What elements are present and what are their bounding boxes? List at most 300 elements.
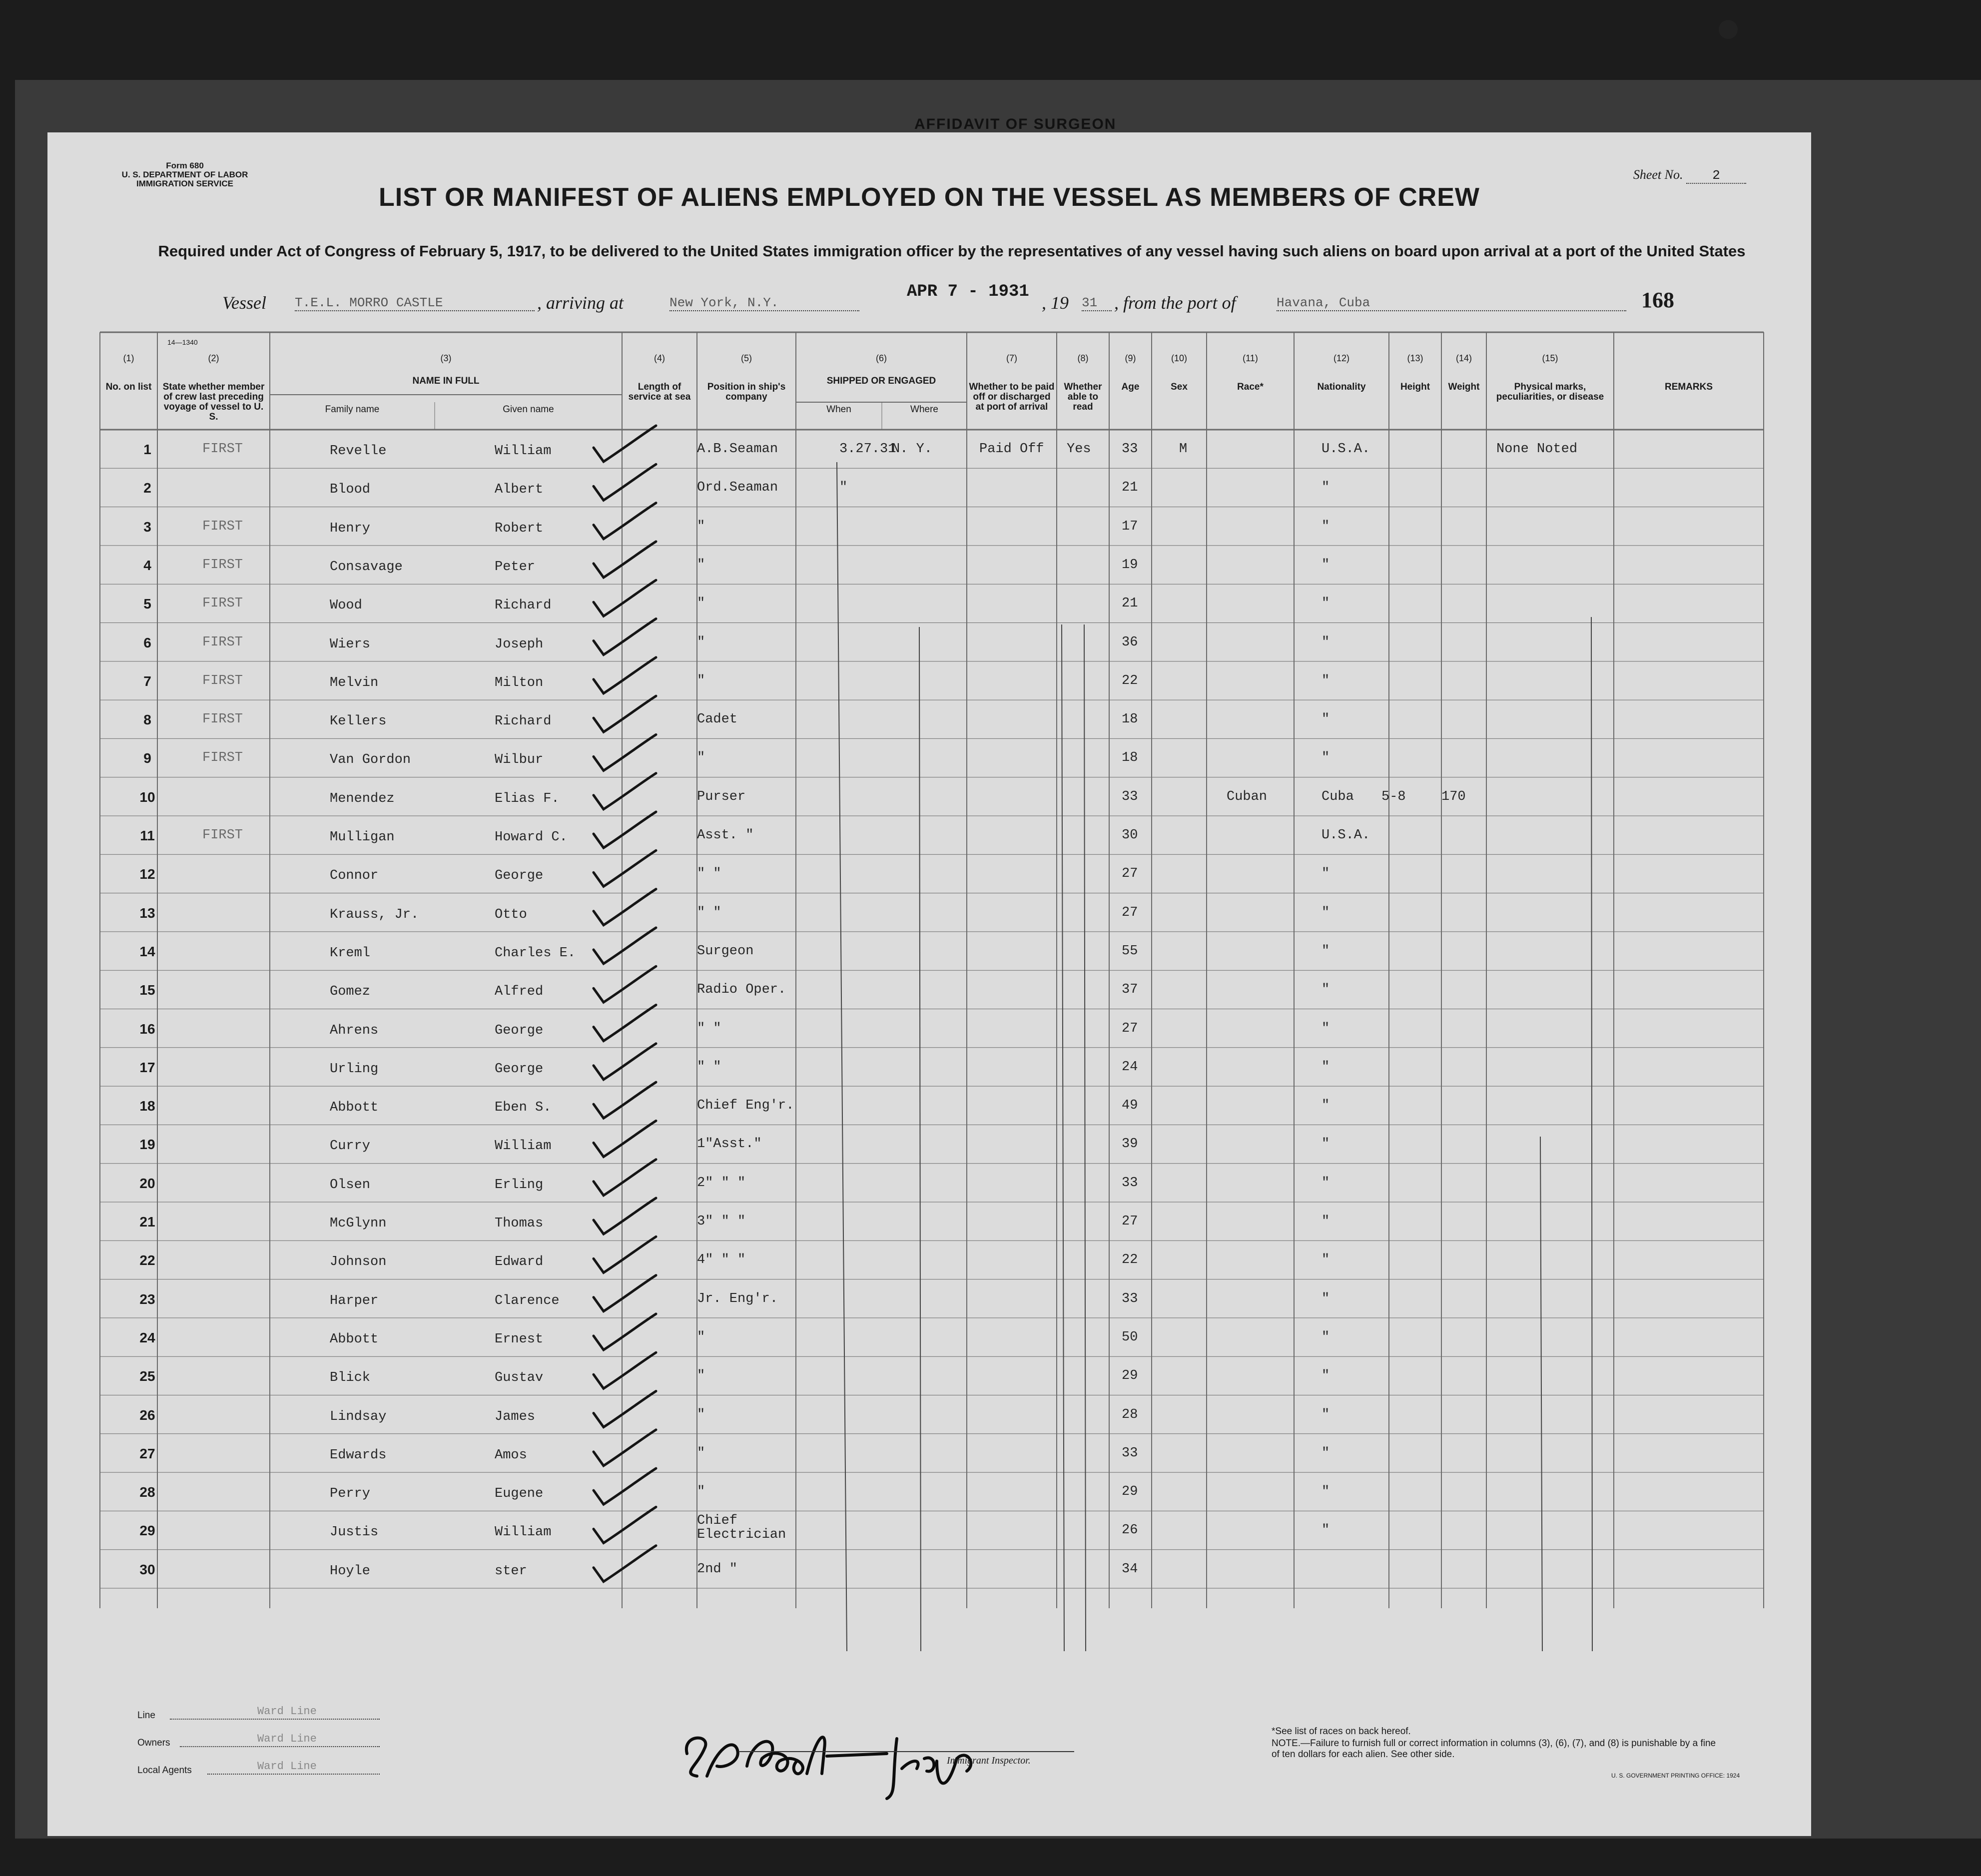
- year-prefix: , 19: [1042, 293, 1069, 313]
- cell-state: FIRST: [202, 519, 243, 534]
- cell-nationality: ": [1321, 1329, 1330, 1345]
- row-number: 13: [139, 905, 155, 921]
- cell-given: Amos: [495, 1447, 527, 1463]
- cell-age: 27: [1122, 866, 1138, 882]
- cell-nationality: ": [1321, 1175, 1330, 1191]
- cell-given: Edward: [495, 1254, 544, 1270]
- row-number: 18: [139, 1098, 155, 1114]
- cell-position: ": [697, 519, 705, 534]
- cell-nationality: ": [1321, 1252, 1330, 1268]
- cell-age: 33: [1122, 1291, 1138, 1306]
- cell-age: 27: [1122, 1214, 1138, 1229]
- row-number: 2: [143, 480, 151, 496]
- cell-nationality: ": [1321, 673, 1330, 688]
- cell-family: Melvin: [330, 675, 379, 690]
- cell-nationality: ": [1321, 1098, 1330, 1114]
- cell-family: Edwards: [330, 1447, 387, 1463]
- check-mark: [594, 657, 656, 693]
- form-number: Form 680: [166, 161, 204, 170]
- cell-nationality: ": [1321, 634, 1330, 650]
- cell-position: Asst. ": [697, 828, 754, 843]
- row-number: 21: [139, 1214, 155, 1230]
- row-number: 22: [139, 1252, 155, 1268]
- penalty-note: NOTE.—Failure to furnish full or correct information in columns (3), (6), (7), and (8) is punishable by a fine of ten dollars for each alien. See other side.: [1272, 1738, 1716, 1760]
- column-number: (2): [208, 353, 219, 363]
- cell-position: 4" " ": [697, 1252, 746, 1268]
- check-mark: [594, 850, 656, 886]
- cell-given: William: [495, 1139, 552, 1154]
- cell-age: 21: [1122, 480, 1138, 496]
- row-number: 6: [143, 634, 151, 650]
- cell-family: Urling: [330, 1061, 379, 1077]
- cell-family: Kreml: [330, 945, 371, 961]
- cell-state: FIRST: [202, 596, 243, 612]
- cell-given: Albert: [495, 482, 544, 498]
- cell-given: Charles E.: [495, 945, 576, 961]
- cell-family: Menendez: [330, 791, 395, 806]
- cell-position: " ": [697, 866, 721, 882]
- cell-age: 30: [1122, 828, 1138, 843]
- cell-nationality: ": [1321, 1137, 1330, 1152]
- cell-position: ": [697, 634, 705, 650]
- row-number: 20: [139, 1175, 155, 1191]
- cell-position: ": [697, 596, 705, 612]
- cell-given: Thomas: [495, 1216, 544, 1231]
- column-number: (1): [123, 353, 134, 363]
- cell-family: Blood: [330, 482, 371, 498]
- cell-position: ": [697, 1329, 705, 1345]
- cell-nationality: ": [1321, 1484, 1330, 1500]
- ditto-line: [837, 462, 847, 1651]
- agents-value: Ward Line: [257, 1760, 317, 1773]
- row-number: 3: [143, 519, 151, 535]
- cell-nationality: ": [1321, 866, 1330, 882]
- cell-position: Purser: [697, 789, 746, 804]
- cell-age: 21: [1122, 596, 1138, 612]
- row-number: 30: [139, 1561, 155, 1577]
- line-label: Line: [137, 1710, 155, 1721]
- cell-family: Lindsay: [330, 1409, 387, 1424]
- cell-position: " ": [697, 905, 721, 920]
- cell-nationality: ": [1321, 596, 1330, 612]
- column-subheader: Family name: [325, 404, 380, 415]
- cell-age: 22: [1122, 673, 1138, 688]
- ditto-line: [919, 627, 921, 1651]
- row-number: 11: [140, 828, 155, 843]
- cell-nationality: ": [1321, 1291, 1330, 1306]
- cell-given: Richard: [495, 598, 552, 614]
- cell-age: 26: [1122, 1523, 1138, 1538]
- row-number: 9: [143, 750, 151, 766]
- behind-form-title: AFFIDAVIT OF SURGEON: [914, 116, 1117, 132]
- column-header: Height: [1400, 382, 1430, 392]
- department-name: U. S. DEPARTMENT OF LABOR: [121, 170, 248, 179]
- cell-nationality: ": [1321, 982, 1330, 998]
- cell-given: George: [495, 868, 544, 884]
- cell-position: 1"Asst.": [697, 1137, 762, 1152]
- cell-position: ": [697, 1368, 705, 1384]
- cell-age: 34: [1122, 1561, 1138, 1577]
- cell-age: 37: [1122, 982, 1138, 998]
- check-mark: [594, 1237, 656, 1272]
- check-mark: [594, 580, 656, 616]
- cell-nationality: U.S.A.: [1321, 828, 1370, 843]
- cell-nationality: ": [1321, 1059, 1330, 1075]
- check-mark: [594, 1391, 656, 1427]
- column-number: (11): [1243, 353, 1258, 363]
- cell-position: Chief Eng'r.: [697, 1098, 794, 1114]
- service-name: IMMIGRATION SERVICE: [136, 179, 233, 188]
- cell-position: Cadet: [697, 712, 738, 727]
- cell-given: Gustav: [495, 1370, 544, 1386]
- printer-mark: U. S. GOVERNMENT PRINTING OFFICE: 1924: [1611, 1772, 1740, 1779]
- cell-given: Joseph: [495, 636, 544, 652]
- row-number: 8: [143, 712, 151, 728]
- cell-family: Harper: [330, 1293, 379, 1308]
- cell-position: Surgeon: [697, 943, 754, 959]
- column-number: (5): [741, 353, 752, 363]
- cell-given: William: [495, 444, 552, 459]
- check-mark: [594, 889, 656, 925]
- cell-family: Abbott: [330, 1100, 379, 1116]
- column-header: Length of service at sea: [628, 382, 691, 402]
- column-header: REMARKS: [1664, 382, 1713, 392]
- column-header: No. on list: [105, 382, 152, 392]
- cell-given: Ernest: [495, 1331, 544, 1347]
- cell-age: 19: [1122, 557, 1138, 573]
- cell-age: 28: [1122, 1407, 1138, 1422]
- column-header: Physical marks, peculiarities, or disease: [1496, 382, 1604, 402]
- cell-position: 2nd ": [697, 1561, 738, 1577]
- cell-given: George: [495, 1061, 544, 1077]
- column-subheader: Given name: [503, 404, 554, 415]
- cell-position: ": [697, 673, 705, 688]
- cell-given: Wilbur: [495, 752, 544, 768]
- column-header: SHIPPED OR ENGAGED: [826, 376, 936, 386]
- cell-position: ": [697, 750, 705, 766]
- column-number: (9): [1125, 353, 1136, 363]
- sheet-label: Sheet No.: [1633, 167, 1683, 182]
- cell-family: Mulligan: [330, 830, 395, 845]
- check-mark: [594, 1198, 656, 1234]
- row-number: 26: [139, 1407, 155, 1423]
- cell-age: 27: [1122, 905, 1138, 920]
- cell-height: 5-8: [1381, 789, 1406, 804]
- cell-nationality: ": [1321, 943, 1330, 959]
- check-mark: [594, 464, 656, 500]
- cell-family: Blick: [330, 1370, 371, 1386]
- row-number: 16: [139, 1021, 155, 1037]
- cell-age: 33: [1122, 1175, 1138, 1191]
- cell-given: Howard C.: [495, 830, 568, 845]
- cell-position: ": [697, 1445, 705, 1461]
- cell-state: FIRST: [202, 442, 243, 457]
- cell-nationality: ": [1321, 1523, 1330, 1538]
- cell-age: 39: [1122, 1137, 1138, 1152]
- cell-nationality: ": [1321, 1445, 1330, 1461]
- cell-nationality: Cuba: [1321, 789, 1354, 804]
- cell-given: Eugene: [495, 1486, 544, 1502]
- check-mark: [594, 773, 656, 809]
- cell-state: FIRST: [202, 673, 243, 688]
- column-number: (6): [876, 353, 887, 363]
- cell-family: Olsen: [330, 1177, 371, 1193]
- cell-given: Alfred: [495, 984, 544, 1000]
- year-value: 31: [1082, 295, 1112, 311]
- cell-position: Jr. Eng'r.: [697, 1291, 778, 1306]
- cell-nationality: U.S.A.: [1321, 442, 1370, 457]
- column-header: NAME IN FULL: [412, 376, 480, 386]
- inspector-label: Immigrant Inspector.: [947, 1755, 1031, 1766]
- cell-age: 36: [1122, 634, 1138, 650]
- check-mark: [594, 812, 656, 848]
- cell-age: 24: [1122, 1059, 1138, 1075]
- cell-family: McGlynn: [330, 1216, 387, 1231]
- column-header: Whether able to read: [1064, 382, 1102, 412]
- check-mark: [594, 1507, 656, 1543]
- cell-age: 29: [1122, 1484, 1138, 1500]
- cell-state: FIRST: [202, 634, 243, 650]
- row-number: 29: [139, 1523, 155, 1539]
- check-mark: [594, 542, 656, 578]
- punch-hole: [1719, 20, 1738, 39]
- row-number: 19: [139, 1137, 155, 1153]
- check-mark: [594, 696, 656, 732]
- cell-nationality: ": [1321, 480, 1330, 496]
- cell-age: 18: [1122, 750, 1138, 766]
- cell-state: FIRST: [202, 712, 243, 727]
- cell-where: N. Y.: [892, 442, 933, 457]
- cell-family: Van Gordon: [330, 752, 411, 768]
- row-number: 12: [139, 866, 155, 882]
- column-number: (8): [1077, 353, 1089, 363]
- cell-when: 3.27.31: [839, 442, 896, 457]
- cell-given: Otto: [495, 907, 527, 922]
- check-mark: [594, 1005, 656, 1041]
- cell-given: Clarence: [495, 1293, 560, 1308]
- check-mark: [594, 1044, 656, 1080]
- manifest-form: [47, 132, 1811, 1836]
- cell-age: 17: [1122, 519, 1138, 534]
- row-number: 5: [143, 596, 151, 612]
- ditto-line: [1540, 1137, 1542, 1651]
- cell-position: ": [697, 1407, 705, 1422]
- check-mark: [594, 426, 656, 462]
- check-mark: [594, 1314, 656, 1350]
- cell-given: Eben S.: [495, 1100, 552, 1116]
- cell-given: Robert: [495, 521, 544, 536]
- row-number: 25: [139, 1368, 155, 1384]
- cell-age: 22: [1122, 1252, 1138, 1268]
- ditto-line: [1084, 625, 1086, 1651]
- column-subheader: When: [826, 404, 851, 415]
- cell-position: " ": [697, 1059, 721, 1075]
- cell-family: Abbott: [330, 1331, 379, 1347]
- check-mark: [594, 928, 656, 964]
- row-number: 4: [143, 557, 151, 573]
- sheet-value: 2: [1686, 168, 1746, 184]
- cell-family: Consavage: [330, 559, 403, 575]
- cell-position: ": [697, 1484, 705, 1500]
- cell-nationality: ": [1321, 1407, 1330, 1422]
- cell-position: 2" " ": [697, 1175, 746, 1191]
- row-number: 28: [139, 1484, 155, 1500]
- cell-age: 50: [1122, 1329, 1138, 1345]
- cell-family: Wood: [330, 598, 362, 614]
- cell-family: Revelle: [330, 444, 387, 459]
- cell-nationality: ": [1321, 1368, 1330, 1384]
- owners-value: Ward Line: [257, 1733, 317, 1745]
- column-header: State whether member of crew last preceding voyage of vessel to U. S.: [162, 382, 265, 422]
- cell-state: FIRST: [202, 828, 243, 843]
- cell-family: Krauss, Jr.: [330, 907, 419, 922]
- arriving-value: New York, N.Y.: [669, 295, 859, 311]
- cell-nationality: ": [1321, 1214, 1330, 1229]
- ditto-line: [1591, 617, 1592, 1651]
- column-header: Nationality: [1317, 382, 1366, 392]
- cell-state: FIRST: [202, 750, 243, 766]
- cell-nationality: ": [1321, 519, 1330, 534]
- check-mark: [594, 1352, 656, 1388]
- cell-given: Milton: [495, 675, 544, 690]
- cell-age: 29: [1122, 1368, 1138, 1384]
- column-number: (7): [1006, 353, 1017, 363]
- cell-given: Erling: [495, 1177, 544, 1193]
- column-header: Sex: [1171, 382, 1188, 392]
- check-mark: [594, 1546, 656, 1582]
- column-number: (12): [1333, 353, 1349, 363]
- cell-nationality: ": [1321, 1021, 1330, 1036]
- row-number: 7: [143, 673, 151, 689]
- row-number: 1: [143, 442, 151, 457]
- cell-age: 27: [1122, 1021, 1138, 1036]
- row-number: 24: [139, 1329, 155, 1345]
- owners-label: Owners: [137, 1738, 170, 1748]
- cell-position: ": [697, 557, 705, 573]
- cell-age: 33: [1122, 789, 1138, 804]
- cell-position: 3" " ": [697, 1214, 746, 1229]
- column-number: (15): [1542, 353, 1558, 363]
- page-subtitle: Required under Act of Congress of February 5, 1917, to be delivered to the United States immigration officer by the representatives of any vessel having such aliens on board upon arrival at a port of the United States: [158, 242, 1746, 260]
- cell-race: Cuban: [1227, 789, 1268, 804]
- races-note: *See list of races on back hereof.: [1272, 1726, 1411, 1737]
- handwritten-number: 168: [1641, 288, 1674, 312]
- cell-family: Wiers: [330, 636, 371, 652]
- cell-family: Ahrens: [330, 1023, 379, 1038]
- ditto-line: [1062, 625, 1064, 1651]
- column-header: Weight: [1448, 382, 1480, 392]
- cell-position: Chief Electrician: [697, 1513, 786, 1543]
- column-number: (14): [1455, 353, 1472, 363]
- column-number: (4): [654, 353, 665, 363]
- cell-age: 49: [1122, 1098, 1138, 1114]
- cell-age: 33: [1122, 1445, 1138, 1461]
- cell-nationality: ": [1321, 557, 1330, 573]
- check-mark: [594, 1275, 656, 1311]
- row-number: 10: [139, 789, 155, 805]
- cell-given: ster: [495, 1563, 527, 1579]
- cell-given: William: [495, 1525, 552, 1540]
- cell-family: Curry: [330, 1139, 371, 1154]
- cell-family: Connor: [330, 868, 379, 884]
- cell-when: ": [839, 480, 848, 496]
- column-number: (10): [1171, 353, 1187, 363]
- check-mark: [594, 1082, 656, 1118]
- from-port-value: Havana, Cuba: [1277, 295, 1626, 311]
- column-header: Race*: [1237, 382, 1264, 392]
- from-label: , from the port of: [1114, 293, 1236, 313]
- cell-family: Perry: [330, 1486, 371, 1502]
- check-mark: [594, 1468, 656, 1504]
- cell-given: James: [495, 1409, 536, 1424]
- cell-nationality: ": [1321, 905, 1330, 920]
- cell-family: Justis: [330, 1525, 379, 1540]
- date-stamp: APR 7 - 1931: [907, 282, 1029, 301]
- page-title: LIST OR MANIFEST OF ALIENS EMPLOYED ON THE VESSEL AS MEMBERS OF CREW: [379, 183, 1480, 212]
- cell-age: 33: [1122, 442, 1138, 457]
- cell-family: Johnson: [330, 1254, 387, 1270]
- print-code: 14—1340: [167, 338, 198, 346]
- vessel-value: T.E.L. MORRO CASTLE: [295, 295, 535, 311]
- column-subheader: Where: [910, 404, 938, 415]
- cell-position: " ": [697, 1021, 721, 1036]
- cell-age: 55: [1122, 943, 1138, 959]
- row-number: 23: [139, 1291, 155, 1307]
- cell-given: Richard: [495, 714, 552, 729]
- row-number: 17: [139, 1059, 155, 1075]
- cell-family: Henry: [330, 521, 371, 536]
- agents-label: Local Agents: [137, 1765, 192, 1776]
- column-number: (13): [1407, 353, 1423, 363]
- check-mark: [594, 503, 656, 539]
- cell-given: Peter: [495, 559, 536, 575]
- check-mark: [594, 1160, 656, 1196]
- row-number: 15: [139, 982, 155, 998]
- cell-family: Gomez: [330, 984, 371, 1000]
- cell-position: A.B.Seaman: [697, 442, 778, 457]
- cell-age: 18: [1122, 712, 1138, 727]
- cell-family: Hoyle: [330, 1563, 371, 1579]
- cell-marks: None Noted: [1496, 442, 1578, 457]
- row-number: 27: [139, 1445, 155, 1461]
- cell-nationality: ": [1321, 750, 1330, 766]
- check-mark: [594, 619, 656, 655]
- cell-given: George: [495, 1023, 544, 1038]
- cell-read: Yes: [1067, 442, 1091, 457]
- check-mark: [594, 1430, 656, 1466]
- cell-given: Elias F.: [495, 791, 560, 806]
- column-header: Age: [1121, 382, 1140, 392]
- column-header: Whether to be paid off or discharged at port of arrival: [969, 382, 1055, 412]
- cell-weight: 170: [1441, 789, 1466, 804]
- check-mark: [594, 734, 656, 770]
- cell-nationality: ": [1321, 712, 1330, 727]
- cell-position: Ord.Seaman: [697, 480, 778, 496]
- row-number: 14: [139, 943, 155, 959]
- vessel-label: Vessel: [222, 293, 266, 313]
- cell-paid: Paid Off: [979, 442, 1044, 457]
- check-mark: [594, 966, 656, 1002]
- column-number: (3): [440, 353, 452, 363]
- column-header: Position in ship's company: [707, 382, 786, 402]
- check-mark: [594, 1121, 656, 1157]
- cell-position: Radio Oper.: [697, 982, 786, 998]
- cell-sex: M: [1179, 442, 1188, 457]
- line-value: Ward Line: [257, 1705, 317, 1718]
- arriving-label: , arriving at: [537, 293, 624, 313]
- cell-state: FIRST: [202, 557, 243, 573]
- cell-family: Kellers: [330, 714, 387, 729]
